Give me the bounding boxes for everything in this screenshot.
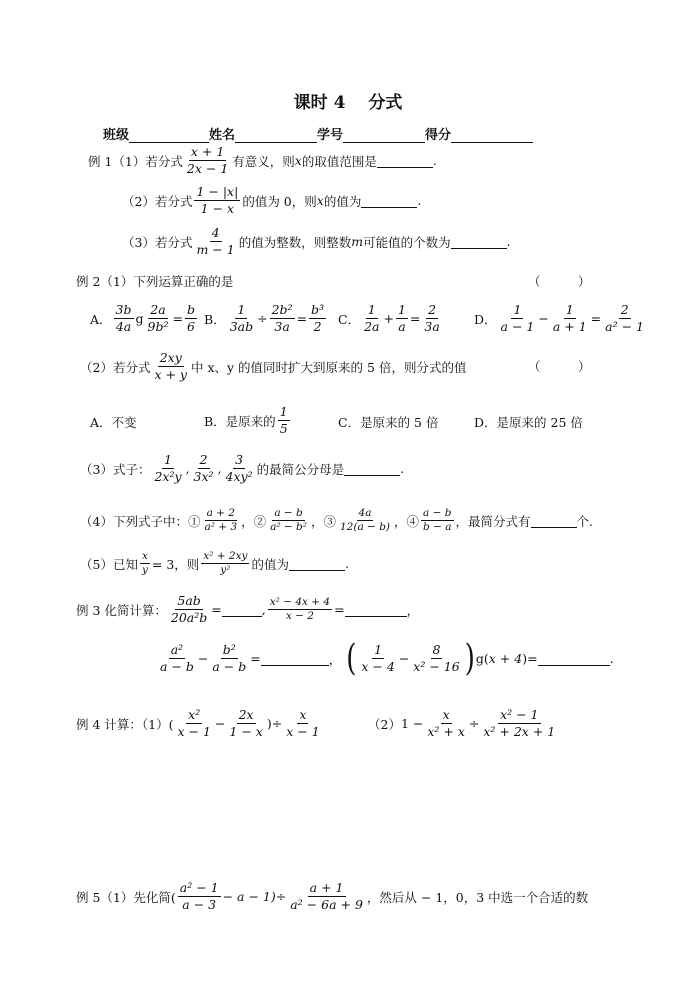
fraction xyxy=(185,302,197,335)
operator: ÷ xyxy=(275,889,287,904)
comma: ， xyxy=(406,602,420,618)
denominator: b − a xyxy=(423,521,452,533)
denominator: y² xyxy=(220,564,231,576)
right-paren: ) xyxy=(522,651,528,666)
ex3-row2 xyxy=(156,637,614,680)
operator: = xyxy=(250,651,261,666)
fraction xyxy=(268,507,309,534)
denominator: 20a²b xyxy=(170,610,208,625)
numerator: a − b xyxy=(274,507,303,519)
answer-paren[interactable]: （ ） xyxy=(528,359,591,374)
ex3-row1 xyxy=(76,593,419,626)
fraction xyxy=(224,452,255,485)
score-label: 得分 xyxy=(425,128,452,143)
denominator: 2x − 1 xyxy=(186,161,229,176)
fraction xyxy=(178,880,221,913)
numerator: 5ab xyxy=(177,593,201,608)
denominator: 4a xyxy=(115,319,132,334)
numerator: 2xy xyxy=(159,350,182,365)
comma: , xyxy=(185,461,190,476)
expression: − a − 1) xyxy=(222,889,276,904)
fraction xyxy=(396,302,408,335)
operator: = xyxy=(172,311,183,326)
denominator: 1 − x xyxy=(229,724,263,739)
ex2-option-a[interactable] xyxy=(90,302,199,335)
marker: ，④ xyxy=(394,513,420,529)
fraction xyxy=(227,707,264,740)
denominator: 3ab xyxy=(229,319,254,334)
fraction xyxy=(284,707,321,740)
operator: = xyxy=(211,602,222,617)
denominator: a + 1 xyxy=(552,319,587,334)
numerator: x² − 1 xyxy=(500,707,539,722)
ex2-q5 xyxy=(80,550,349,577)
denominator: x + y xyxy=(154,367,187,382)
fraction xyxy=(158,642,196,675)
numerator: 2b² xyxy=(271,302,293,317)
denominator: a² − 1 xyxy=(605,319,644,334)
denominator: a − b xyxy=(160,659,194,674)
operator: g xyxy=(475,651,484,666)
numerator: b² xyxy=(222,642,236,657)
student-info-row xyxy=(103,124,533,143)
ex1-q1-tail: 的取值范围是 xyxy=(301,153,377,169)
answer-blank[interactable] xyxy=(344,462,400,476)
numerator: 1 − |x| xyxy=(196,184,239,199)
ex1-q1-text: 例 1（1）若分式 xyxy=(88,153,183,169)
ex1-q1 xyxy=(88,144,437,177)
ex3-text: 例 3 化简计算： xyxy=(76,602,167,618)
numerator: x xyxy=(442,707,450,722)
ex1-q3-tail: 可能值的个数为 xyxy=(363,234,451,250)
operator: − xyxy=(538,311,549,326)
numerator: 1 xyxy=(164,452,172,467)
denominator: y xyxy=(141,564,148,576)
ex1-q2 xyxy=(122,184,421,217)
denominator: a² − 6a + 9 xyxy=(290,897,363,912)
fraction xyxy=(421,507,453,534)
denominator: 6 xyxy=(187,319,195,334)
ex1-q1-text2: 有意义，则 xyxy=(232,153,295,169)
numerator: x xyxy=(141,550,148,562)
ex4-q2 xyxy=(368,707,559,740)
ex2-q2 xyxy=(80,350,466,383)
numerator: 4a xyxy=(358,507,372,519)
ex2-q3-text: （3）式子： xyxy=(80,461,151,477)
fraction xyxy=(152,452,183,485)
fraction xyxy=(210,642,248,675)
numerator: a² − 1 xyxy=(179,880,219,895)
variable: x xyxy=(316,193,324,208)
numerator: x² xyxy=(188,707,201,722)
score-field[interactable] xyxy=(451,129,533,143)
ex2-q1: 例 2（1）下列运算正确的是 xyxy=(76,274,234,289)
numerator: x² − 4x + 4 xyxy=(269,596,331,608)
ex4-q1 xyxy=(76,707,324,740)
ex2-q5-tail: 的值为 xyxy=(251,556,289,572)
fraction xyxy=(338,507,392,534)
denominator: a² − b² xyxy=(270,521,307,533)
denominator: x − 4 xyxy=(361,659,395,674)
number-label: 学号 xyxy=(317,128,344,143)
answer-blank[interactable] xyxy=(451,235,507,249)
denominator: x − 1 xyxy=(286,724,320,739)
numerator: x² + 2xy xyxy=(203,550,248,562)
fraction xyxy=(146,302,171,335)
right-paren: ) xyxy=(266,716,272,731)
ex1-q3 xyxy=(122,225,511,258)
denominator: a − 3 xyxy=(182,897,217,912)
fraction xyxy=(278,404,290,437)
fraction xyxy=(140,550,150,577)
option-letter: B． xyxy=(204,311,226,327)
class-field[interactable] xyxy=(129,129,209,143)
denominator: 3x² xyxy=(193,469,214,484)
fraction xyxy=(175,707,212,740)
numerator: 4 xyxy=(211,225,220,240)
comma: ， xyxy=(328,651,342,667)
operator: − xyxy=(214,716,226,731)
period: . xyxy=(400,461,405,476)
denominator: 4xy² xyxy=(225,469,253,484)
ex2-option-c[interactable] xyxy=(338,302,444,335)
numerator: 8 xyxy=(432,642,441,657)
ex2-q4-end: 个. xyxy=(576,513,593,529)
fraction xyxy=(201,550,249,577)
fraction xyxy=(551,302,589,335)
ex4-q2-label: （2） xyxy=(368,716,401,732)
fraction xyxy=(422,302,441,335)
comma: , xyxy=(261,602,266,617)
ex4-text: 例 4 计算：（1）( xyxy=(76,716,174,732)
operator: + xyxy=(383,311,394,326)
answer-blank[interactable] xyxy=(261,652,329,666)
fraction xyxy=(228,302,255,335)
fraction xyxy=(194,184,240,217)
variable: m xyxy=(351,234,364,249)
denominator: 3a xyxy=(274,319,290,334)
numerator: a² xyxy=(170,642,184,657)
operator: g xyxy=(135,311,144,326)
marker: ，③ xyxy=(310,513,336,529)
answer-blank[interactable] xyxy=(538,652,610,666)
ex2-q2-tail: 中 x、y 的值同时扩大到原来的 5 倍，则分式的值 xyxy=(191,359,467,375)
numerator: a + 1 xyxy=(309,880,344,895)
denominator: x − 2 xyxy=(285,610,314,622)
denominator: 5 xyxy=(279,421,288,436)
fraction xyxy=(481,707,557,740)
numerator: 2 xyxy=(428,302,437,317)
option-letter: C． xyxy=(338,311,361,327)
denominator: 2a xyxy=(364,319,380,334)
ex2-q2-option-a[interactable]: A．不变 xyxy=(90,415,137,430)
numerator: x xyxy=(299,707,307,722)
denominator: x − 1 xyxy=(177,724,211,739)
fraction xyxy=(603,302,646,335)
answer-blank[interactable] xyxy=(222,603,262,617)
numerator: 2x xyxy=(238,707,254,722)
denominator: a xyxy=(398,319,406,334)
name-label: 姓名 xyxy=(209,128,236,143)
operator: = xyxy=(409,311,421,326)
page-title: 课时 4 分式 xyxy=(293,93,403,113)
answer-blank[interactable] xyxy=(531,514,577,528)
option-letter: D． xyxy=(474,311,497,327)
ex1-q2-tail: 的值为 xyxy=(323,193,362,209)
comma: , xyxy=(217,461,222,476)
ex2-q2-text: （2）若分式 xyxy=(80,359,151,375)
answer-paren[interactable]: （ ） xyxy=(528,274,591,289)
operator: = xyxy=(296,311,308,326)
numerator: a − b xyxy=(423,507,452,519)
fraction xyxy=(152,350,189,383)
numerator: 2 xyxy=(199,452,208,467)
class-label: 班级 xyxy=(103,128,130,143)
operator: − xyxy=(197,651,209,666)
operator: ÷ xyxy=(257,311,268,326)
denominator: 2x²y xyxy=(154,469,182,484)
marker: ，② xyxy=(241,513,267,529)
ex2-q4 xyxy=(80,507,593,534)
option-text: B．是原来的 xyxy=(204,413,276,429)
variable: x xyxy=(294,153,302,168)
period: . xyxy=(344,556,349,571)
denominator: 1 − x xyxy=(200,201,235,216)
fraction xyxy=(359,642,396,675)
answer-blank[interactable] xyxy=(361,194,417,208)
numerator: b³ xyxy=(311,302,325,317)
operator: − xyxy=(398,651,410,666)
fraction xyxy=(194,225,236,258)
operator: ÷ xyxy=(271,716,283,731)
ex1-q3-text2: 的值为整数，则整数 xyxy=(238,234,352,250)
numerator: 1 xyxy=(513,302,522,317)
numerator: 2 xyxy=(620,302,629,317)
ex1-q2-text2: 的值为 0，则 xyxy=(242,193,317,209)
denominator: x² + 2x + 1 xyxy=(483,724,556,739)
right-paren: ) xyxy=(464,637,475,680)
fraction xyxy=(202,507,239,534)
numerator: 1 xyxy=(279,404,288,419)
operator: = xyxy=(334,602,345,617)
numerator: 1 xyxy=(397,302,406,317)
fraction xyxy=(192,452,216,485)
denominator: a − 1 xyxy=(500,319,535,334)
fraction xyxy=(268,596,332,623)
answer-blank[interactable] xyxy=(377,154,433,168)
numerator: 1 xyxy=(374,642,383,657)
operator: = xyxy=(590,311,602,326)
ex2-q3 xyxy=(80,452,404,485)
denominator: a² + 3 xyxy=(204,521,238,533)
operator: ÷ xyxy=(468,716,480,731)
period: . xyxy=(417,193,422,208)
ex2-q4-text: （4）下列式子中：① xyxy=(80,513,201,529)
option-letter: A． xyxy=(90,311,112,327)
answer-blank[interactable] xyxy=(289,557,345,571)
period: . xyxy=(506,234,511,249)
number-field[interactable] xyxy=(343,129,425,143)
numerator: 1 xyxy=(565,302,574,317)
fraction xyxy=(114,302,134,335)
fraction xyxy=(288,880,365,913)
numerator: 3 xyxy=(235,452,244,467)
denominator: x² + x xyxy=(427,724,465,739)
fraction xyxy=(411,642,461,675)
denominator: 9b² xyxy=(147,319,169,334)
numerator: 1 xyxy=(367,302,376,317)
numerator: b xyxy=(186,302,195,317)
fraction xyxy=(185,144,230,177)
left-paren: ( xyxy=(483,651,489,666)
ex2-option-b[interactable] xyxy=(204,302,328,335)
denominator: 3a xyxy=(424,319,440,334)
expression: x + 4 xyxy=(488,651,523,666)
denominator: a − b xyxy=(212,659,247,674)
fraction xyxy=(270,302,295,335)
fraction xyxy=(169,593,209,626)
ex2-q2-option-d[interactable]: D．是原来的 25 倍 xyxy=(474,415,583,430)
ex5-q1 xyxy=(76,880,588,913)
answer-blank[interactable] xyxy=(345,603,407,617)
left-paren: ( xyxy=(346,637,357,680)
numerator: 3b xyxy=(115,302,132,317)
ex2-option-d[interactable] xyxy=(474,302,648,335)
period: . xyxy=(609,651,614,666)
expression: 1 − xyxy=(400,716,424,731)
ex2-q2-option-c[interactable]: C．是原来的 5 倍 xyxy=(338,415,439,430)
ex2-q5-text2: = 3，则 xyxy=(151,556,200,572)
name-field[interactable] xyxy=(235,129,317,143)
numerator: x + 1 xyxy=(190,144,225,159)
ex2-q3-tail: 的最简公分母是 xyxy=(256,461,345,477)
denominator: 2 xyxy=(313,319,322,334)
denominator: x² − 16 xyxy=(413,659,460,674)
fraction xyxy=(309,302,326,335)
period: . xyxy=(432,153,437,168)
ex2-q5-text: （5）已知 xyxy=(80,556,138,572)
numerator: 1 xyxy=(237,302,246,317)
denominator: m − 1 xyxy=(196,242,235,257)
denominator: 12(a − b) xyxy=(340,521,391,533)
ex5-text: 例 5（1）先化简( xyxy=(76,889,176,905)
fraction xyxy=(499,302,537,335)
ex5-tail: ，然后从 − 1，0，3 中选一个合适的数 xyxy=(366,889,589,905)
ex1-q2-text: （2）若分式 xyxy=(122,193,193,209)
numerator: 2a xyxy=(150,302,166,317)
ex1-q3-text: （3）若分式 xyxy=(122,234,193,250)
ex2-q2-option-b[interactable] xyxy=(204,404,292,437)
operator: = xyxy=(527,651,538,666)
fraction xyxy=(362,302,381,335)
numerator: a + 2 xyxy=(206,507,235,519)
fraction xyxy=(425,707,467,740)
ex2-q4-tail: ，最简分式有 xyxy=(455,513,531,529)
